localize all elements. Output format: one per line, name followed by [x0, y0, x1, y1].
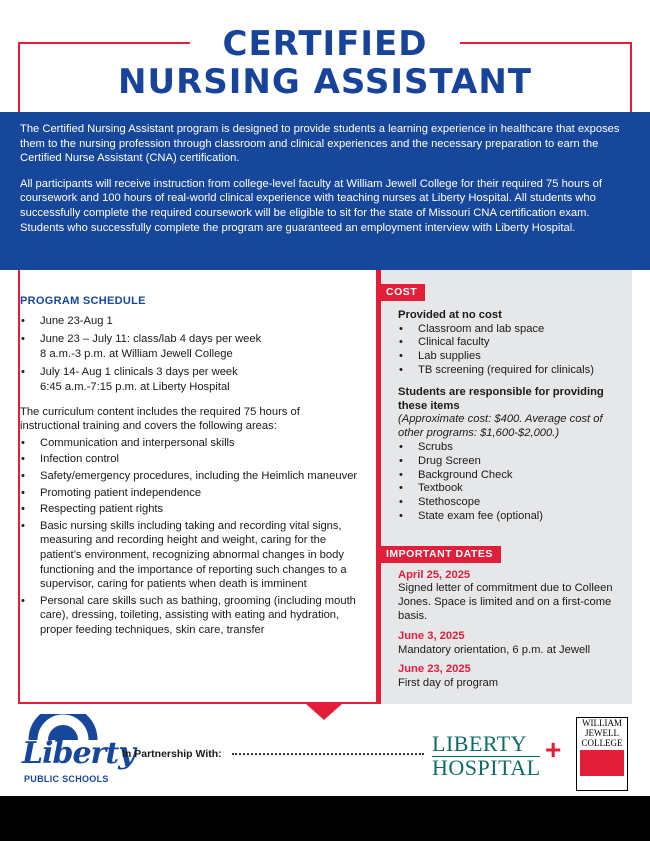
intro-paragraph-2: All participants will receive instruction from college-level faculty at William Jewell College for their required 75 hours of coursework and 100 hours of real-world clinical experience with teaching nurses at Liberty Hospital. All students who successfully complete the required coursework will be eligible to sit for the state of Missouri CNA certification exam. Students who successfully complete the program are guaranteed an employment interview with Liberty Hospital.	[20, 177, 602, 234]
student-item: • Drug Screen	[398, 455, 626, 469]
partnership-label: In Partnership With:	[122, 748, 222, 760]
date-heading: June 23, 2025	[398, 663, 471, 676]
college-logo-line2: JEWELL	[585, 728, 619, 738]
provided-item: • Clinical faculty	[398, 336, 626, 350]
schedule-item	[20, 365, 360, 394]
plus-icon: +	[545, 734, 562, 765]
important-dates-tag: IMPORTANT DATES	[378, 546, 501, 563]
curriculum-item: • Personal care skills such as bathing, grooming (including mouth care), dressing, toileting, assisting with eating and hydration, proper feeding techniques, skin care, transfer	[20, 594, 360, 638]
student-items-list	[398, 441, 626, 524]
student-cost-note: (Approximate cost: $400. Average cost of other programs: $1,600-$2,000.)	[398, 413, 603, 440]
student-item: • Stethoscope	[398, 496, 626, 510]
hospital-logo-line2: HOSPITAL	[432, 755, 541, 780]
intro-paragraph-1: The Certified Nursing Assistant program is designed to provide students a learning experience in healthcare that exposes them to the nursing profession through classroom and clinical experiences and the necessary preparation to earn the Certified Nurse Assistant (CNA) certification.	[20, 123, 620, 165]
curriculum-intro: The curriculum content includes the required 75 hours of instructional training and covers the following areas:	[20, 405, 300, 433]
right-column	[386, 284, 626, 691]
date-heading: June 3, 2025	[398, 629, 465, 642]
student-item: • State exam fee (optional)	[398, 510, 626, 524]
schedule-item	[20, 314, 360, 329]
curriculum-item: • Respecting patient rights	[20, 502, 360, 517]
curriculum-item: • Basic nursing skills including taking and recording vital signs, measuring and recording height and weight, caring for the patient’s environment, recognizing abnormal changes in body functioning and the importance of reporting such changes to a supervisor, caring for patients when death is imminent	[20, 519, 360, 592]
curriculum-item: • Promoting patient independence	[20, 486, 360, 501]
provided-item: • Lab supplies	[398, 350, 626, 364]
date-text: Signed letter of commitment due to Colleen Jones. Space is limited and on a first-come basis.	[398, 582, 613, 622]
college-logo	[576, 717, 628, 791]
curriculum-item: • Communication and interpersonal skills	[20, 436, 360, 451]
student-cost-heading: Students are responsible for providing these items	[398, 385, 604, 412]
frame-notch	[306, 704, 342, 720]
date-text: Mandatory orientation, 6 p.m. at Jewell	[398, 643, 591, 656]
student-item: • Scrubs	[398, 441, 626, 455]
liberty-schools-logo-text: Liberty	[22, 736, 135, 771]
date-text: First day of program	[398, 677, 499, 690]
liberty-schools-subtitle: PUBLIC SCHOOLS	[24, 774, 109, 784]
schedule-heading: PROGRAM SCHEDULE	[20, 295, 146, 307]
intro-band	[0, 112, 650, 270]
left-column	[20, 294, 360, 639]
student-item: • Textbook	[398, 482, 626, 496]
hospital-logo-line1: LIBERTY	[432, 731, 528, 756]
schedule-item-line2: 8 a.m.-3 p.m. at William Jewell College	[40, 347, 233, 360]
schedule-item-line1: June 23-Aug 1	[40, 314, 113, 327]
schedule-item-line1: • June 23 – July 11: class/lab 4 days per week	[40, 333, 262, 346]
curriculum-item: • Safety/emergency procedures, including the Heimlich maneuver	[20, 469, 360, 484]
curriculum-item: • Infection control	[20, 452, 360, 467]
college-building-icon	[580, 750, 624, 776]
date-heading: April 25, 2025	[398, 568, 471, 581]
schedule-item	[20, 332, 360, 361]
college-logo-line3: COLLEGE	[581, 738, 623, 748]
cost-tag: COST	[378, 284, 425, 301]
curriculum-list	[20, 436, 360, 638]
provided-item: • TB screening (required for clinicals)	[398, 364, 626, 378]
page-title-line2: NURSING ASSISTANT	[118, 62, 532, 102]
schedule-list	[20, 314, 360, 395]
student-item: • Background Check	[398, 469, 626, 483]
provided-heading: Provided at no cost	[398, 308, 502, 321]
schedule-item-line1: • July 14- Aug 1 clinicals 3 days per week	[40, 366, 238, 379]
dotted-leader	[232, 753, 424, 755]
provided-list	[398, 323, 626, 378]
college-logo-line1: WILLIAM	[582, 718, 622, 728]
provided-item: • Classroom and lab space	[398, 323, 626, 337]
schedule-item-line2: 6:45 a.m.-7:15 p.m. at Liberty Hospital	[40, 380, 230, 393]
page-title-line1: CERTIFIED	[222, 24, 428, 64]
footer-bar	[0, 796, 650, 841]
